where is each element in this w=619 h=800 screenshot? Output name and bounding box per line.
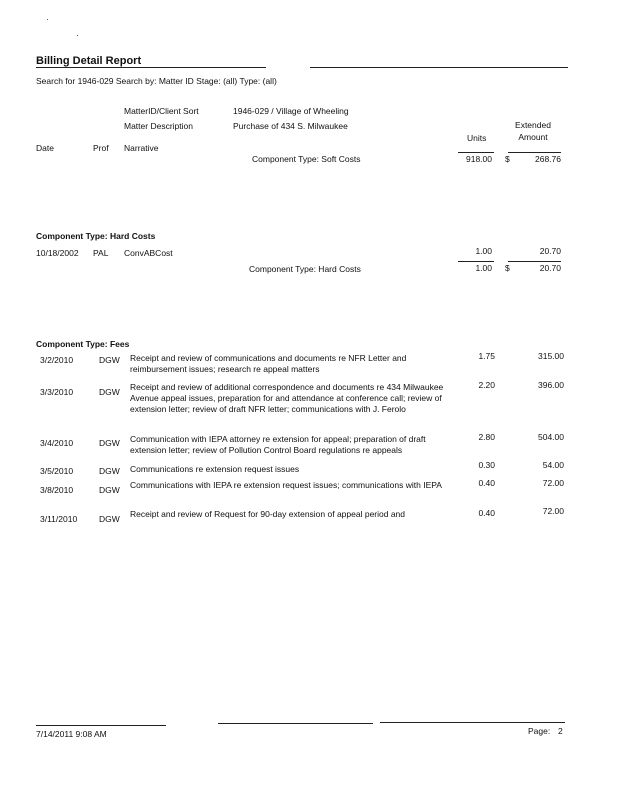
fee-row-prof: DGW xyxy=(99,355,120,365)
fee-row-units: 0.40 xyxy=(478,508,495,518)
matter-description-value: Purchase of 434 S. Milwaukee xyxy=(233,121,348,131)
fee-row-date: 3/2/2010 xyxy=(40,355,74,365)
hard-costs-row-narrative: ConvABCost xyxy=(124,248,173,258)
amount-subtotal-rule xyxy=(508,152,561,153)
fee-row-amount: 504.00 xyxy=(538,432,564,442)
fee-row-units: 1.75 xyxy=(478,351,495,361)
fee-row-prof: DGW xyxy=(99,466,120,476)
hard-costs-currency: $ xyxy=(505,263,510,273)
column-header-narrative: Narrative xyxy=(124,143,159,153)
fees-header: Component Type: Fees xyxy=(36,339,130,349)
report-title: Billing Detail Report xyxy=(36,55,142,67)
fee-row-narrative: Receipt and review of Request for 90-day extension of appeal period and xyxy=(130,509,406,519)
matter-description-label: Matter Description xyxy=(124,121,193,131)
fee-row-amount: 72.00 xyxy=(542,478,564,488)
matter-id-value: 1946-029 / Village of Wheeling xyxy=(233,106,349,116)
fee-row-amount: 315.00 xyxy=(538,351,564,361)
fee-row-units: 2.20 xyxy=(478,380,495,390)
footer-rule xyxy=(36,725,166,726)
column-header-prof: Prof xyxy=(93,143,109,153)
hard-costs-row-units: 1.00 xyxy=(475,246,492,256)
fee-row-prof: DGW xyxy=(99,387,120,397)
fee-row-prof: DGW xyxy=(99,438,120,448)
column-header-date: Date xyxy=(36,143,54,153)
search-criteria: Search for 1946-029 Search by: Matter ID Stage: (all) Type: (all) xyxy=(36,76,277,86)
units-subtotal-rule xyxy=(458,261,494,262)
footer-page-number: 2 xyxy=(558,726,563,736)
hard-costs-header: Component Type: Hard Costs xyxy=(36,231,156,241)
fee-row-date: 3/5/2010 xyxy=(40,466,74,476)
fee-row-narrative: Communications with IEPA re extension request issues; communications with IEPA xyxy=(130,480,442,490)
fee-row-units: 0.30 xyxy=(478,460,495,470)
amount-subtotal-rule xyxy=(508,261,561,262)
fee-row-date: 3/3/2010 xyxy=(40,387,74,397)
soft-costs-subtotal-label: Component Type: Soft Costs xyxy=(252,154,361,164)
soft-costs-amount: 268.76 xyxy=(535,154,561,164)
footer-timestamp: 7/14/2011 9:08 AM xyxy=(36,729,107,739)
title-rule xyxy=(36,67,266,68)
fee-row-date: 3/4/2010 xyxy=(40,438,74,448)
hard-costs-row-amount: 20.70 xyxy=(539,246,561,256)
fee-row-units: 2.80 xyxy=(478,432,495,442)
scan-speck xyxy=(77,35,78,36)
fee-row-amount: 54.00 xyxy=(542,460,564,470)
fee-row-narrative: Communications re extension request issues xyxy=(130,464,300,474)
fee-row-amount: 396.00 xyxy=(538,380,564,390)
column-header-extended-amount: Extended Amount xyxy=(515,120,551,142)
fee-row-prof: DGW xyxy=(99,514,120,524)
fee-row-narrative: Receipt and review of additional correspondence and documents re 434 Milwaukee Avenue appeal issues, preparation for and attendance at conference call; review of extension letter; review of draft NFR letter; communications with J. Ferolo xyxy=(130,382,444,414)
footer-rule xyxy=(218,723,373,724)
fee-row-narrative: Communication with IEPA attorney re extension for appeal; preparation of draft extension letter; review of Pollution Control Board regulations re appeals xyxy=(130,434,426,455)
fee-row-units: 0.40 xyxy=(478,478,495,488)
soft-costs-units: 918.00 xyxy=(466,154,492,164)
title-rule-right xyxy=(310,67,568,68)
column-header-units: Units xyxy=(467,133,487,143)
hard-costs-amount: 20.70 xyxy=(539,263,561,273)
units-subtotal-rule xyxy=(458,152,494,153)
footer-rule xyxy=(380,722,565,723)
footer-page-label: Page: xyxy=(528,726,551,736)
scan-speck xyxy=(47,19,48,20)
fee-row-date: 3/11/2010 xyxy=(40,514,78,524)
fee-row-date: 3/8/2010 xyxy=(40,485,74,495)
soft-costs-currency: $ xyxy=(505,154,510,164)
matter-id-label: MatterID/Client Sort xyxy=(124,106,199,116)
fee-row-prof: DGW xyxy=(99,485,120,495)
hard-costs-row-prof: PAL xyxy=(93,248,109,258)
hard-costs-row-date: 10/18/2002 xyxy=(36,248,79,258)
fee-row-narrative: Receipt and review of communications and documents re NFR Letter and reimbursement issues; research re appeal matters xyxy=(130,353,407,374)
hard-costs-units: 1.00 xyxy=(475,263,492,273)
hard-costs-subtotal-label: Component Type: Hard Costs xyxy=(249,264,361,274)
fee-row-amount: 72.00 xyxy=(542,506,564,516)
